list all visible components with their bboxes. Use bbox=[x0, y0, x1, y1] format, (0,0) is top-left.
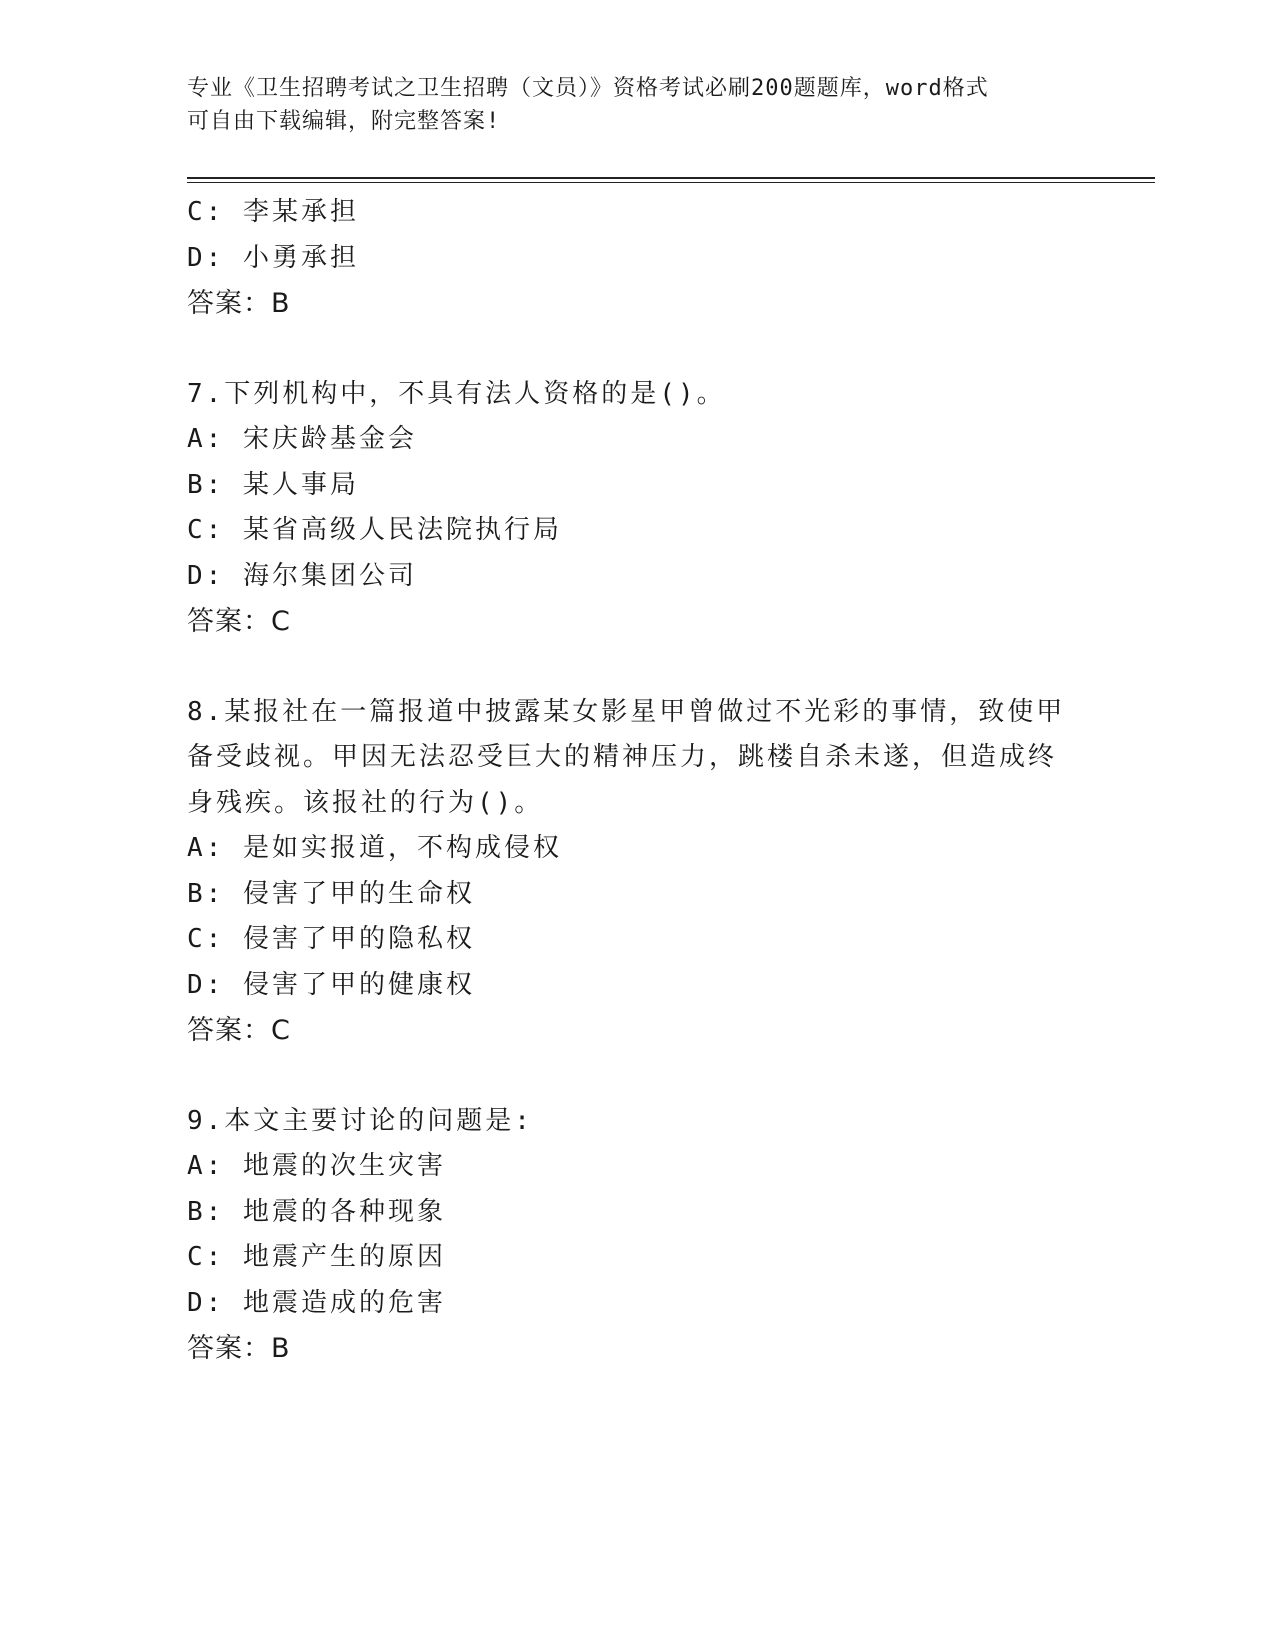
question-8 bbox=[187, 690, 1087, 1054]
q8-question-line-3: 身残疾。该报社的行为()。 bbox=[187, 787, 544, 818]
q8-answer: 答案：C bbox=[187, 1015, 291, 1046]
q9-option-b: B: 地震的各种现象 bbox=[187, 1196, 446, 1227]
q7-option-d: D: 海尔集团公司 bbox=[187, 560, 417, 591]
q9-option-c: C: 地震产生的原因 bbox=[187, 1242, 446, 1272]
q8-option-a: A: 是如实报道，不构成侵权 bbox=[187, 833, 562, 863]
header-rule-thin bbox=[187, 182, 1155, 183]
q6-option-c: C: 李某承担 bbox=[187, 197, 359, 227]
q6-answer: 答案：B bbox=[187, 288, 291, 319]
question-6-tail bbox=[187, 190, 1087, 327]
spacer bbox=[187, 1054, 1087, 1099]
spacer bbox=[187, 645, 1087, 690]
q9-question: 9.本文主要讨论的问题是: bbox=[187, 1105, 533, 1136]
q7-answer: 答案：C bbox=[187, 606, 291, 637]
q8-question-line-1: 8.某报社在一篇报道中披露某女影星甲曾做过不光彩的事情，致使甲 bbox=[187, 696, 1066, 727]
q6-option-d: D: 小勇承担 bbox=[187, 242, 359, 273]
header-line-2: 可自由下载编辑，附完整答案! bbox=[187, 109, 501, 134]
q8-question-line-2: 备受歧视。甲因无法忍受巨大的精神压力，跳楼自杀未遂，但造成终 bbox=[187, 742, 1058, 772]
q9-answer: 答案：B bbox=[187, 1333, 291, 1364]
header-rule-thick bbox=[187, 177, 1155, 179]
q9-option-a: A: 地震的次生灾害 bbox=[187, 1151, 446, 1181]
q8-option-c: C: 侵害了甲的隐私权 bbox=[187, 924, 475, 954]
q7-option-b: B: 某人事局 bbox=[187, 469, 359, 500]
document-header bbox=[187, 72, 1087, 138]
q8-option-d: D: 侵害了甲的健康权 bbox=[187, 969, 475, 1000]
document-body bbox=[187, 190, 1087, 1372]
q8-option-b: B: 侵害了甲的生命权 bbox=[187, 878, 475, 909]
spacer bbox=[187, 327, 1087, 372]
q7-option-c: C: 某省高级人民法院执行局 bbox=[187, 515, 562, 545]
q7-question: 7.下列机构中，不具有法人资格的是()。 bbox=[187, 378, 726, 409]
question-7 bbox=[187, 372, 1087, 645]
question-9 bbox=[187, 1099, 1087, 1372]
q7-option-a: A: 宋庆龄基金会 bbox=[187, 424, 417, 454]
q9-option-d: D: 地震造成的危害 bbox=[187, 1287, 446, 1318]
header-line-1: 专业《卫生招聘考试之卫生招聘（文员）》资格考试必刷200题题库，word格式 bbox=[187, 76, 989, 101]
